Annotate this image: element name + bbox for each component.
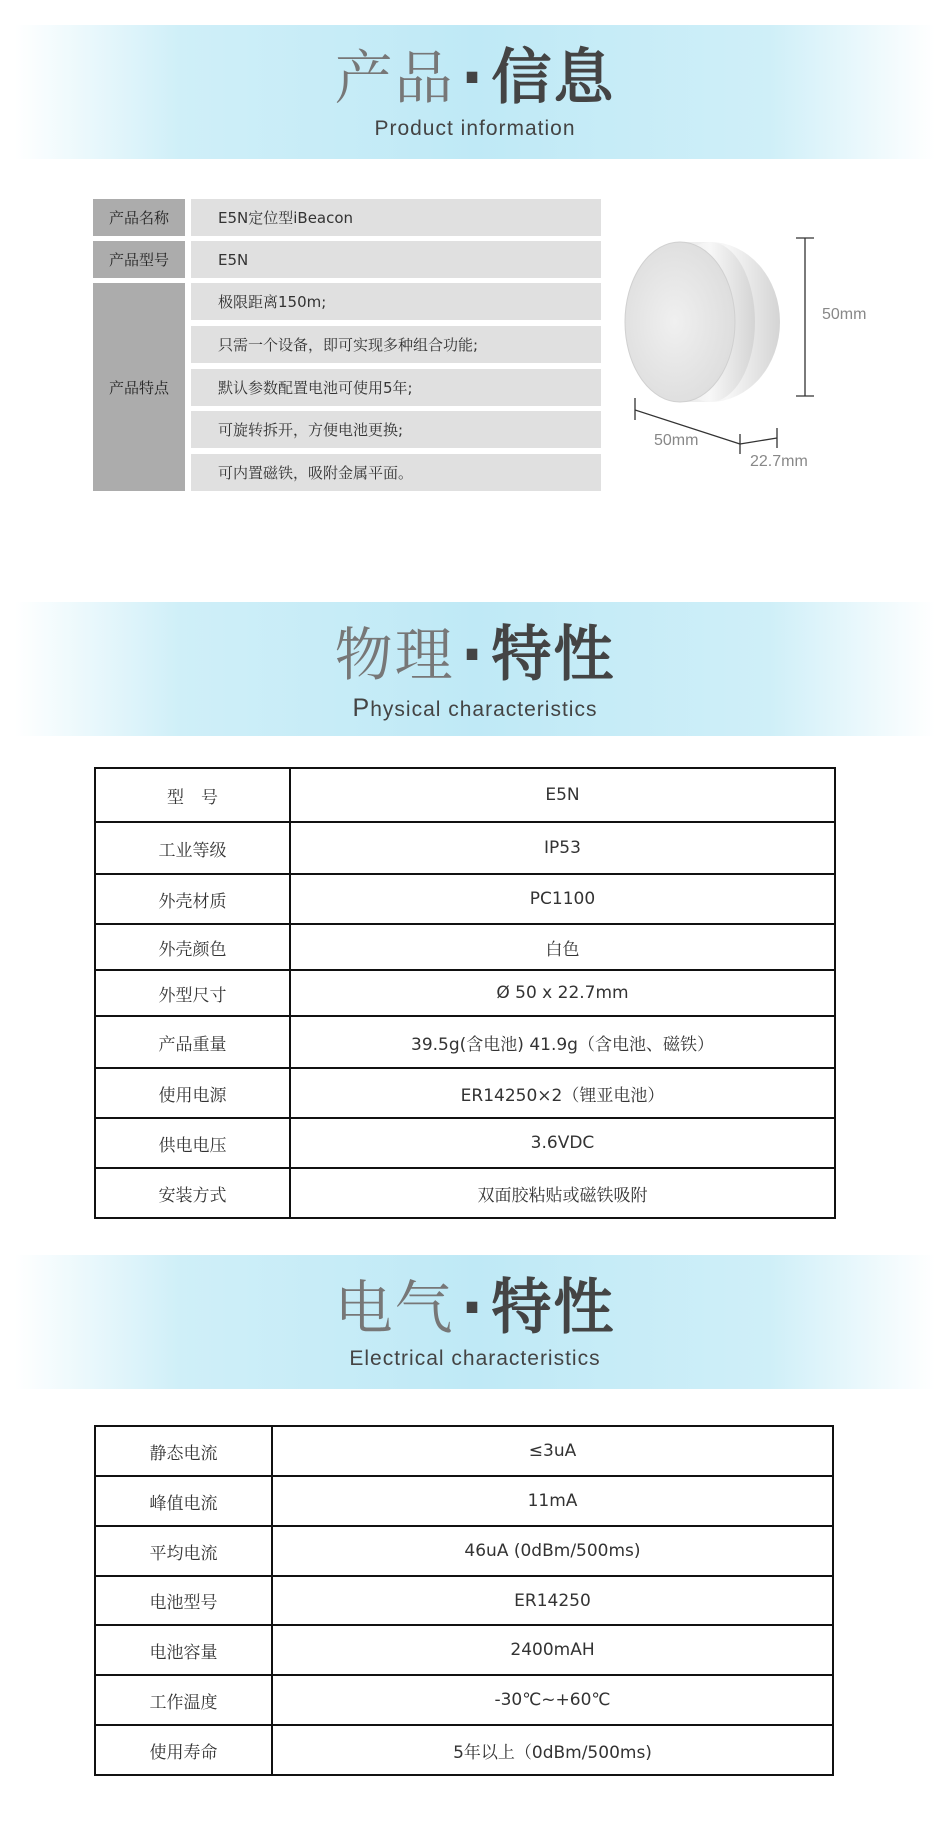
table-row <box>95 1168 835 1218</box>
dim-label-depth: 22.7mm <box>750 453 808 470</box>
section-header-product-info <box>15 25 935 159</box>
row-value: 39.5g(含电池) 41.9g（含电池、磁铁） <box>290 1016 835 1068</box>
feature-item: 只需一个设备，即可实现多种组合功能; <box>191 326 601 363</box>
row-label: 峰值电流 <box>95 1476 272 1526</box>
row-label: 外壳材质 <box>95 874 290 924</box>
label-product-name: 产品名称 <box>93 199 185 236</box>
electrical-table <box>94 1425 834 1776</box>
row-value: ≤3uA <box>272 1426 833 1476</box>
dim-label-height: 50mm <box>822 306 867 323</box>
section-subtitle: Product information <box>374 117 576 140</box>
dim-label-width: 50mm <box>654 432 699 449</box>
table-row <box>95 1675 833 1725</box>
row-value: 5年以上（0dBm/500ms) <box>272 1725 833 1775</box>
value-product-model: E5N <box>191 241 601 278</box>
value-product-name: E5N定位型iBeacon <box>191 199 601 236</box>
row-label: 工作温度 <box>95 1675 272 1725</box>
title-light: 物理 <box>334 621 455 689</box>
section-subtitle: Electrical characteristics <box>349 1347 601 1370</box>
row-value: PC1100 <box>290 874 835 924</box>
section-subtitle <box>15 694 935 723</box>
section-title <box>15 620 935 690</box>
feature-item: 可内置磁铁，吸附金属平面。 <box>191 454 601 491</box>
section-title <box>15 43 935 113</box>
row-value: 3.6VDC <box>290 1118 835 1168</box>
title-bold: 特性 <box>491 620 616 690</box>
table-row <box>95 970 835 1016</box>
row-value: ER14250×2（锂亚电池） <box>290 1068 835 1118</box>
row-value: Ø 50 x 22.7mm <box>290 970 835 1016</box>
section-header-physical <box>15 602 935 736</box>
table-row <box>95 874 835 924</box>
section-title <box>15 1273 935 1343</box>
row-label: 安装方式 <box>95 1168 290 1218</box>
physical-table <box>94 767 836 1219</box>
table-row <box>95 1016 835 1068</box>
row-value: IP53 <box>290 822 835 874</box>
table-row <box>95 1725 833 1775</box>
row-value: 白色 <box>290 924 835 970</box>
table-row <box>95 1576 833 1625</box>
device-face <box>625 242 735 402</box>
row-label: 型 号 <box>95 768 290 822</box>
dim-line-depth <box>740 438 777 444</box>
title-dot: · <box>460 620 486 690</box>
row-label: 外型尺寸 <box>95 970 290 1016</box>
row-value: 11mA <box>272 1476 833 1526</box>
row-label: 使用电源 <box>95 1068 290 1118</box>
subtitle-initial: P <box>352 694 371 722</box>
row-value: -30℃~+60℃ <box>272 1675 833 1725</box>
table-row <box>95 822 835 874</box>
table-row <box>95 1625 833 1675</box>
row-label: 工业等级 <box>95 822 290 874</box>
label-product-model: 产品型号 <box>93 241 185 278</box>
feature-item: 可旋转拆开，方便电池更换; <box>191 411 601 448</box>
section-header-electrical <box>15 1255 935 1389</box>
table-row <box>95 1426 833 1476</box>
row-label: 电池型号 <box>95 1576 272 1625</box>
label-product-features: 产品特点 <box>93 283 185 491</box>
table-row <box>95 1068 835 1118</box>
row-label: 供电电压 <box>95 1118 290 1168</box>
row-value: 双面胶粘贴或磁铁吸附 <box>290 1168 835 1218</box>
row-label: 平均电流 <box>95 1526 272 1576</box>
title-bold: 信息 <box>491 43 616 113</box>
row-value: 2400mAH <box>272 1625 833 1675</box>
row-value: ER14250 <box>272 1576 833 1625</box>
title-bold: 特性 <box>491 1273 616 1343</box>
feature-item: 默认参数配置电池可使用5年; <box>191 369 601 406</box>
table-row <box>95 768 835 822</box>
title-light: 产品 <box>334 44 455 112</box>
table-row <box>95 1526 833 1576</box>
table-row <box>95 924 835 970</box>
table-row <box>95 1118 835 1168</box>
title-dot: · <box>460 43 486 113</box>
row-label: 电池容量 <box>95 1625 272 1675</box>
row-value: E5N <box>290 768 835 822</box>
table-row <box>95 1476 833 1526</box>
row-value: 46uA (0dBm/500ms) <box>272 1526 833 1576</box>
row-label: 静态电流 <box>95 1426 272 1476</box>
row-label: 产品重量 <box>95 1016 290 1068</box>
row-label: 使用寿命 <box>95 1725 272 1775</box>
title-light: 电气 <box>334 1274 455 1342</box>
feature-item: 极限距离150m; <box>191 283 601 320</box>
title-dot: · <box>460 1273 486 1343</box>
row-label: 外壳颜色 <box>95 924 290 970</box>
subtitle-rest: hysical characteristics <box>370 698 598 721</box>
